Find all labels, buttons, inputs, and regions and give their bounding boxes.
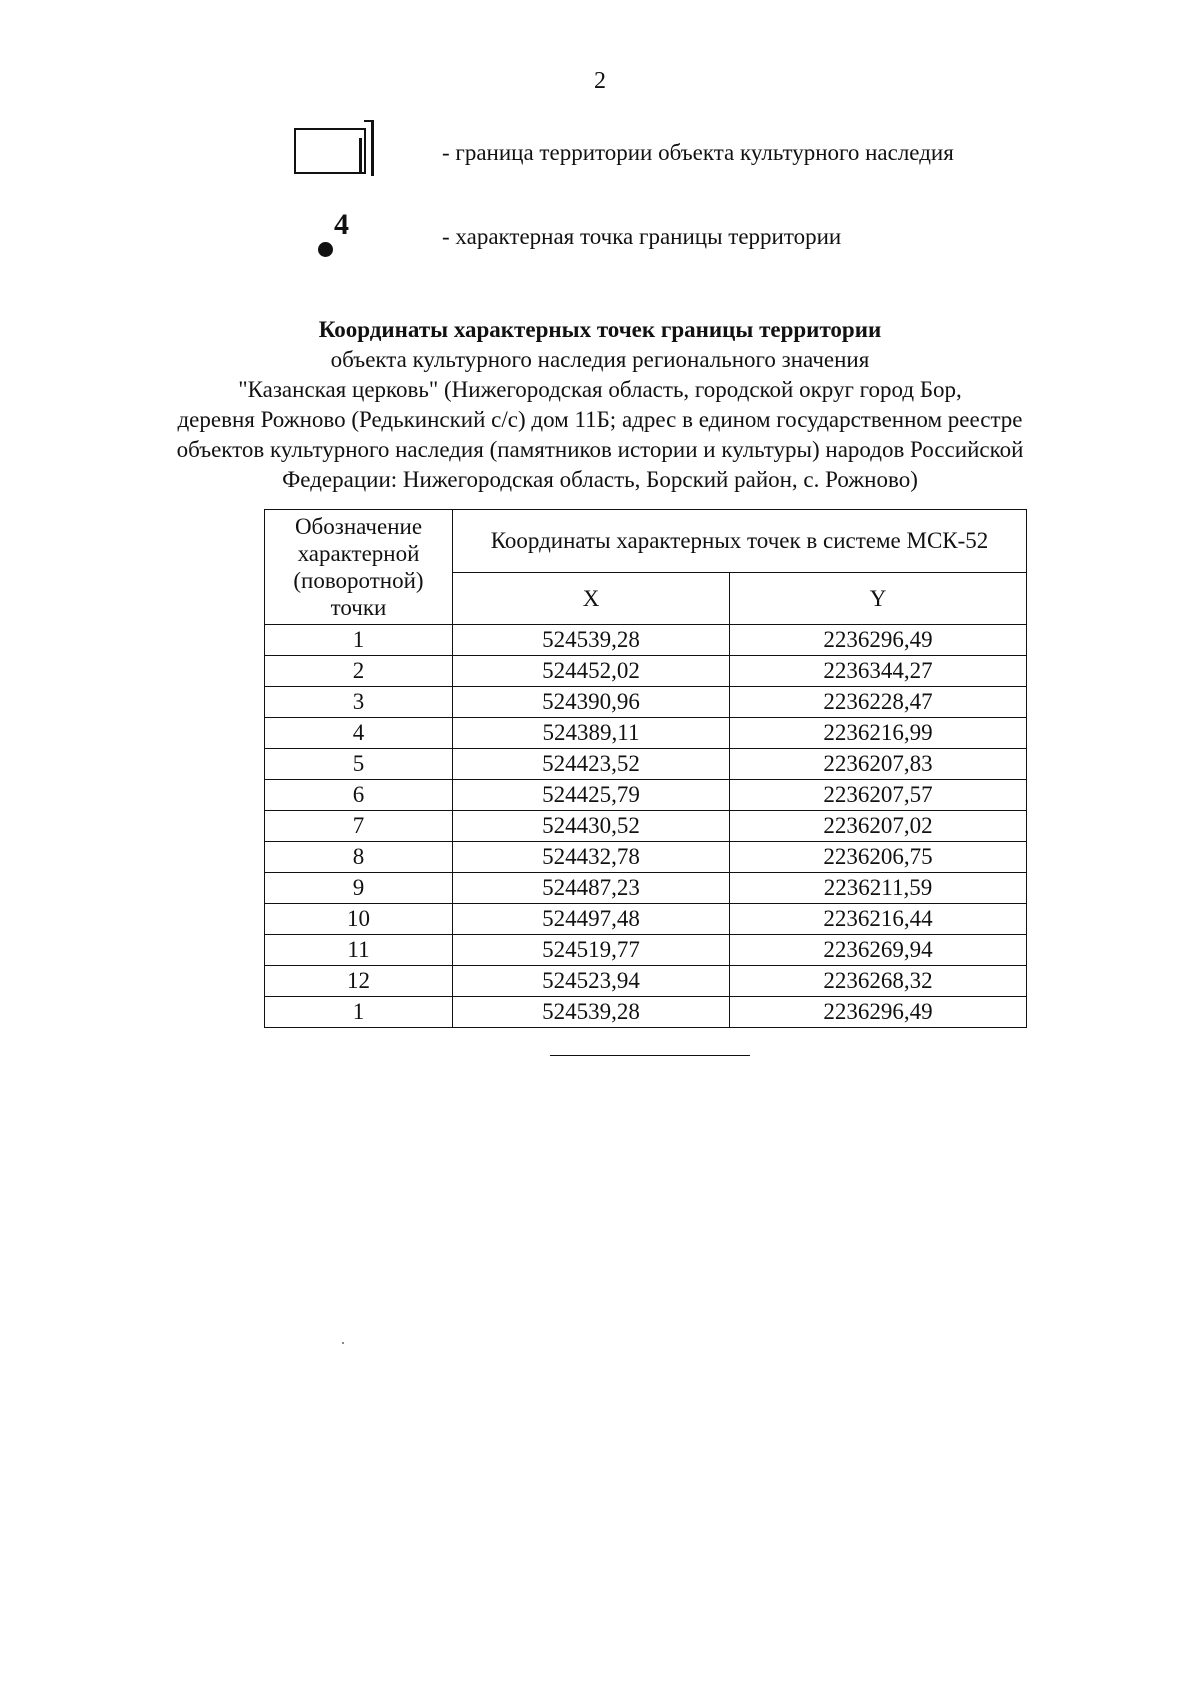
point-cell: 1: [265, 997, 453, 1028]
heading-line: Федерации: Нижегородская область, Борский район, с. Рожново): [282, 467, 918, 492]
coordinates-heading: [0, 315, 1200, 495]
point-cell: 10: [265, 904, 453, 935]
coordinates-table: [264, 509, 1027, 1028]
heading-line: объекта культурного наследия регионального значения: [330, 347, 870, 372]
point-cell: 6: [265, 780, 453, 811]
y-column-header: Y: [730, 573, 1027, 625]
point-cell: 8: [265, 842, 453, 873]
point-cell: 1: [265, 625, 453, 656]
point-cell: 2: [265, 656, 453, 687]
y-coordinate-cell: 2236216,44: [730, 904, 1027, 935]
x-coordinate-cell: 524539,28: [453, 997, 730, 1028]
y-coordinate-cell: 2236344,27: [730, 656, 1027, 687]
table-row: [265, 966, 1027, 997]
coordinate-system-header: Координаты характерных точек в системе МСК-52: [453, 510, 1027, 573]
y-coordinate-cell: 2236296,49: [730, 997, 1027, 1028]
legend-point: [0, 208, 1200, 268]
table-row: [265, 997, 1027, 1028]
x-coordinate-cell: 524452,02: [453, 656, 730, 687]
table-row: [265, 842, 1027, 873]
y-coordinate-cell: 2236207,57: [730, 780, 1027, 811]
x-coordinate-cell: 524523,94: [453, 966, 730, 997]
table-row: [265, 749, 1027, 780]
y-coordinate-cell: 2236269,94: [730, 935, 1027, 966]
point-cell: 12: [265, 966, 453, 997]
y-coordinate-cell: 2236211,59: [730, 873, 1027, 904]
point-column-header: Обозначение характерной (поворотной) точки: [265, 510, 453, 625]
table-row: [265, 780, 1027, 811]
x-column-header: X: [453, 573, 730, 625]
heading-line: деревня Рожново (Редькинский с/с) дом 11Б; адрес в едином государственном реестре: [177, 407, 1023, 432]
point-cell: 5: [265, 749, 453, 780]
table-row: [265, 811, 1027, 842]
y-coordinate-cell: 2236228,47: [730, 687, 1027, 718]
point-cell: 9: [265, 873, 453, 904]
x-coordinate-cell: 524390,96: [453, 687, 730, 718]
y-coordinate-cell: 2236207,83: [730, 749, 1027, 780]
x-coordinate-cell: 524432,78: [453, 842, 730, 873]
x-coordinate-cell: 524425,79: [453, 780, 730, 811]
heading-line: объектов культурного наследия (памятников истории и культуры) народов Российской: [176, 437, 1024, 462]
y-coordinate-cell: 2236296,49: [730, 625, 1027, 656]
point-cell: 7: [265, 811, 453, 842]
point-cell: 4: [265, 718, 453, 749]
point-cell: 3: [265, 687, 453, 718]
x-coordinate-cell: 524487,23: [453, 873, 730, 904]
boundary-point-icon: [290, 208, 380, 268]
table-row: [265, 718, 1027, 749]
point-cell: 11: [265, 935, 453, 966]
heading-line: "Казанская церковь" (Нижегородская область, городской округ город Бор,: [238, 377, 962, 402]
x-coordinate-cell: 524539,28: [453, 625, 730, 656]
territory-boundary-line-icon: [290, 124, 380, 184]
table-row: [265, 625, 1027, 656]
x-coordinate-cell: 524430,52: [453, 811, 730, 842]
legend-boundary-text: - граница территории объекта культурного наследия: [442, 140, 954, 165]
scan-speck: [342, 1342, 344, 1344]
table-row: [265, 935, 1027, 966]
table-row: [265, 656, 1027, 687]
legend-boundary: [0, 124, 1200, 184]
heading-title: Координаты характерных точек границы территории: [318, 317, 882, 342]
boundary-point-label: 4: [334, 208, 349, 241]
page-number: 2: [594, 68, 606, 94]
table-row: [265, 687, 1027, 718]
legend-point-text: - характерная точка границы территории: [442, 224, 842, 249]
footer-divider: [550, 1055, 750, 1056]
x-coordinate-cell: 524389,11: [453, 718, 730, 749]
x-coordinate-cell: 524497,48: [453, 904, 730, 935]
y-coordinate-cell: 2236206,75: [730, 842, 1027, 873]
x-coordinate-cell: 524519,77: [453, 935, 730, 966]
y-coordinate-cell: 2236207,02: [730, 811, 1027, 842]
y-coordinate-cell: 2236268,32: [730, 966, 1027, 997]
y-coordinate-cell: 2236216,99: [730, 718, 1027, 749]
x-coordinate-cell: 524423,52: [453, 749, 730, 780]
table-row: [265, 873, 1027, 904]
table-row: [265, 904, 1027, 935]
